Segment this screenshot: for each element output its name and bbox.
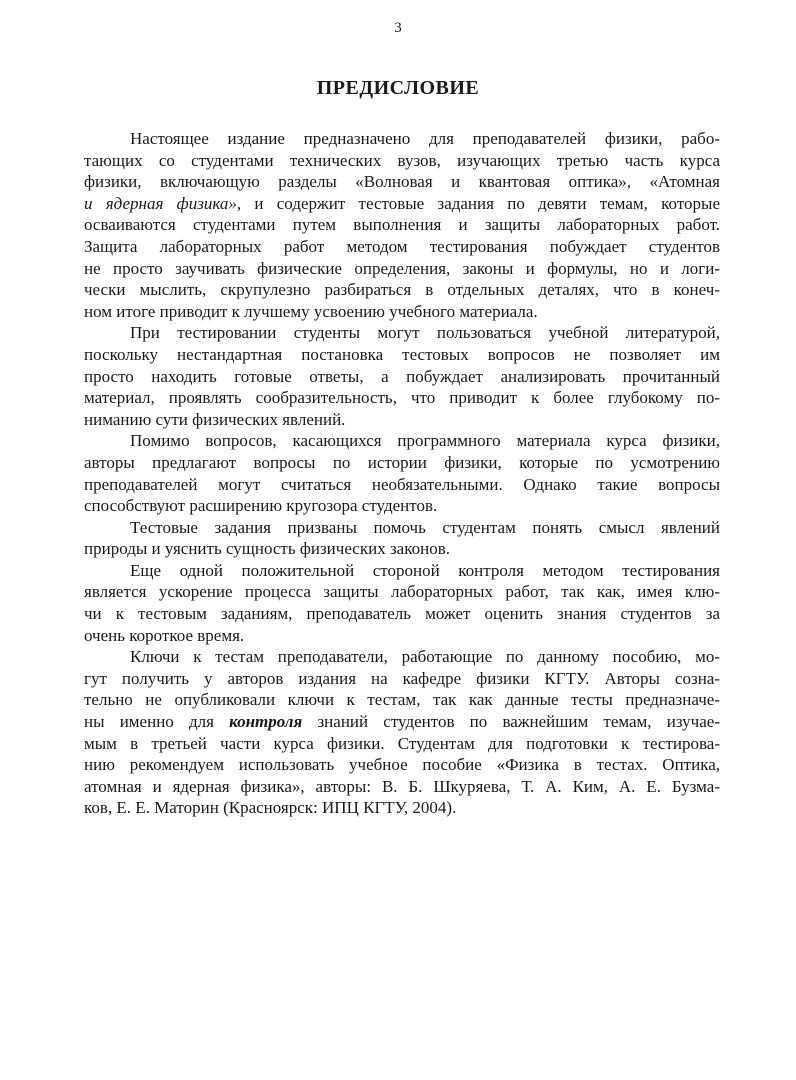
text-line: Тестовые задания призваны помочь студентам понять смысл явлений bbox=[130, 517, 720, 537]
text-line: не просто заучивать физические определения, законы и формулы, но и логи- bbox=[84, 258, 720, 278]
paragraph-3 bbox=[84, 430, 720, 516]
text-line: Еще одной положительной стороной контроля методом тестирования bbox=[130, 560, 720, 580]
text-line: физики, включающую разделы «Волновая и квантовая оптика», «Атомная bbox=[84, 172, 720, 192]
italic-phrase: и ядерная физика» bbox=[84, 193, 237, 213]
text-line: чески мыслить, скрупулезно разбираться в отдельных деталях, что в конеч- bbox=[84, 280, 720, 300]
emphasized-word: контроля bbox=[229, 712, 303, 732]
text-line bbox=[84, 193, 720, 215]
paragraph-5 bbox=[84, 560, 720, 646]
text-line: Ключи к тестам преподаватели, работающие по данному пособию, мо- bbox=[130, 647, 720, 667]
text-line: чи к тестовым заданиям, преподаватель может оценить знания студентов за bbox=[84, 604, 720, 624]
text-line: гут получить у авторов издания на кафедре физики КГТУ. Авторы созна- bbox=[84, 668, 720, 688]
paragraph-4 bbox=[84, 517, 720, 560]
text-line: мым в третьей части курса физики. Студентам для подготовки к тестирова- bbox=[84, 733, 720, 753]
text-line: авторы предлагают вопросы по истории физики, которые по усмотрению bbox=[84, 452, 720, 472]
paragraph-2 bbox=[84, 322, 720, 430]
preface-body bbox=[84, 128, 720, 819]
page-title: ПРЕДИСЛОВИЕ bbox=[316, 77, 480, 99]
text-line: способствуют расширению кругозора студентов. bbox=[84, 496, 438, 516]
text-line: атомная и ядерная физика», авторы: В. Б. Шкуряева, Т. А. Ким, А. Е. Бузма- bbox=[84, 776, 720, 796]
text-line: Настоящее издание предназначено для преподавателей физики, рабо- bbox=[130, 129, 720, 148]
paragraph-6 bbox=[84, 646, 720, 819]
text-line: Защита лабораторных работ методом тестирования побуждает студентов bbox=[84, 236, 720, 256]
text-segment: , и содержит тестовые задания по девяти темам, которые bbox=[236, 193, 720, 213]
text-segment: знаний студентов по важнейшим темам, изучае- bbox=[302, 712, 720, 732]
text-line: ном итоге приводит к лучшему усвоению учебного материала. bbox=[84, 301, 538, 321]
text-line: Помимо вопросов, касающихся программного материала курса физики, bbox=[130, 431, 720, 451]
text-line: ниманию сути физических явлений. bbox=[84, 409, 346, 429]
text-line: материал, проявлять сообразительность, что приводит к более глубокому по- bbox=[84, 388, 720, 408]
text-line: нию рекомендуем использовать учебное пособие «Физика в тестах. Оптика, bbox=[84, 755, 720, 775]
text-segment: ны именно для bbox=[84, 712, 230, 732]
text-line: является ускорение процесса защиты лабораторных работ, так как, имея клю- bbox=[84, 582, 720, 602]
text-line: тающих со студентами технических вузов, изучающих третью часть курса bbox=[84, 150, 720, 170]
text-line: очень короткое время. bbox=[84, 625, 245, 645]
text-line: просто находить готовые ответы, а побуждает анализировать прочитанный bbox=[84, 366, 720, 386]
text-line: ков, Е. Е. Маторин (Красноярск: ИПЦ КГТУ, 2004). bbox=[84, 798, 457, 818]
paragraph-1 bbox=[84, 128, 720, 322]
page-number: 3 bbox=[394, 20, 402, 36]
text-line: преподавателей могут считаться необязательными. Однако такие вопросы bbox=[84, 474, 720, 494]
text-line: осваиваются студентами путем выполнения и защиты лабораторных работ. bbox=[84, 215, 720, 235]
text-line: поскольку нестандартная постановка тестовых вопросов не позволяет им bbox=[84, 344, 720, 364]
text-line: природы и уяснить сущность физических законов. bbox=[84, 539, 450, 559]
text-line bbox=[84, 711, 720, 733]
text-line: тельно не опубликовали ключи к тестам, так как данные тесты предназначе- bbox=[84, 690, 720, 710]
text-line: При тестировании студенты могут пользоваться учебной литературой, bbox=[130, 323, 720, 343]
